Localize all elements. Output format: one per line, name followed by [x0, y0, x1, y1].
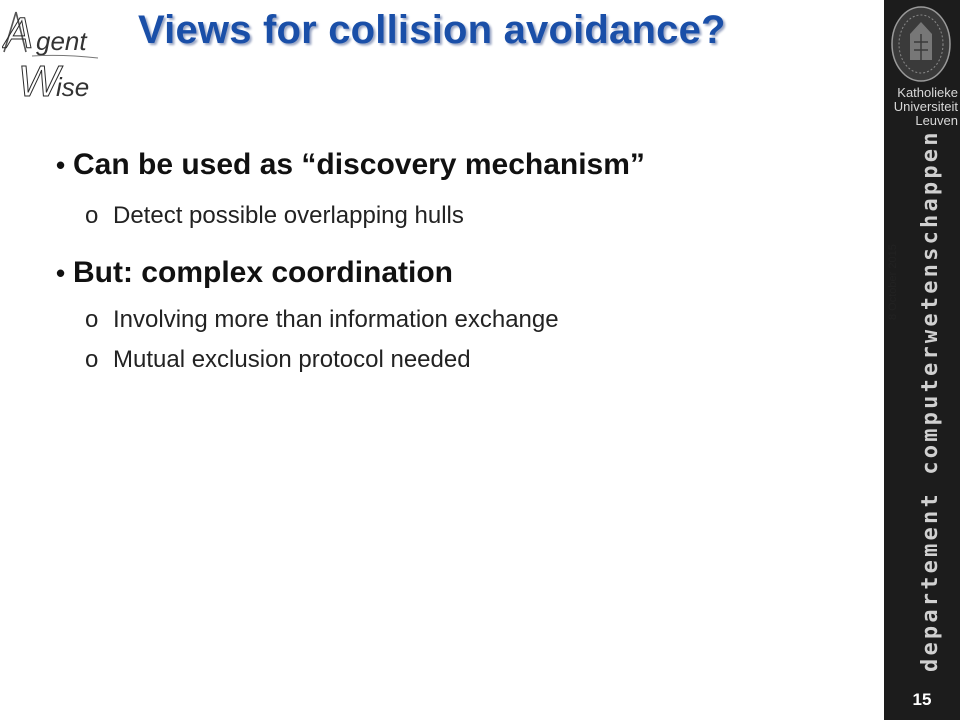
sub-bullet-item	[56, 199, 876, 233]
bullet-marker: •	[56, 258, 66, 288]
bullet-item	[56, 253, 876, 293]
sub-bullet-text: Detect possible overlapping hulls	[113, 202, 464, 229]
university-line: Leuven	[915, 113, 958, 128]
department-name: departement computerwetenschappen	[918, 129, 943, 672]
slide-title: Views for collision avoidance?	[138, 8, 726, 52]
bullet-marker: •	[56, 150, 66, 180]
sub-bullet-marker: o	[85, 202, 99, 229]
university-seal-icon	[890, 4, 952, 84]
logo-w-letter: W	[18, 57, 60, 102]
bullet-text: Can be used as “discovery mechanism”	[73, 148, 645, 181]
bullet-item	[56, 145, 876, 185]
sub-bullet-item	[56, 343, 876, 377]
sub-bullet-marker: o	[85, 306, 99, 333]
bullet-list	[56, 145, 876, 377]
slide-date: 8 October 2015	[887, 244, 899, 320]
bullet-text: But: complex coordination	[73, 256, 454, 289]
sub-bullet-text: Involving more than information exchange	[113, 306, 559, 333]
sub-bullet-text: Mutual exclusion protocol needed	[113, 346, 471, 373]
logo-ise-text: ise	[56, 72, 90, 102]
sub-bullet-marker: o	[85, 346, 99, 373]
university-line: Katholieke	[897, 85, 958, 100]
sub-bullet-item	[56, 303, 876, 337]
university-line: Universiteit	[893, 99, 958, 114]
logo-a-letter: A	[4, 9, 34, 58]
page-number: 15	[912, 690, 932, 709]
logo-gent-text: gent	[36, 26, 87, 56]
university-name	[884, 86, 958, 128]
agentwise-logo	[2, 4, 114, 102]
